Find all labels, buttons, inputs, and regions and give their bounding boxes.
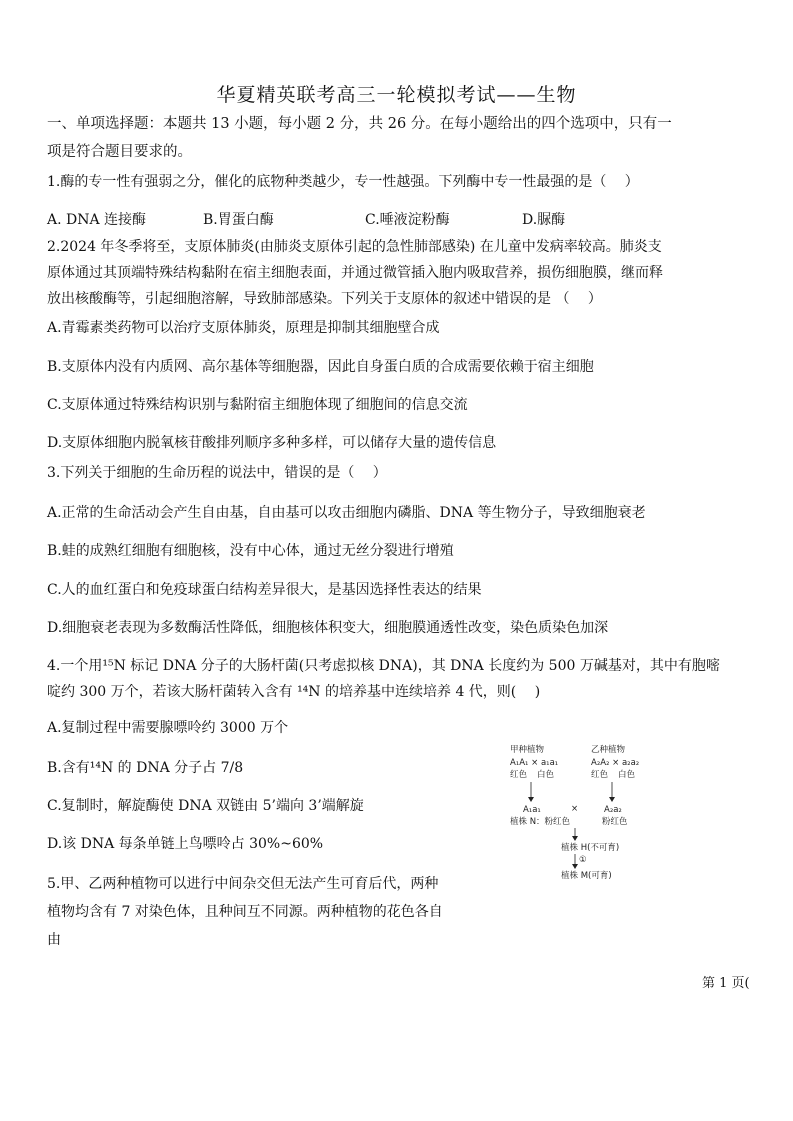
q2-stem-line3: 放出核酸酶等，引起细胞溶解，导致肺部感染。下列关于支原体的叙述中错误的是 （ ） bbox=[47, 291, 602, 307]
q4-option-b: B.含有¹⁴N 的 DNA 分子占 7/8 bbox=[47, 760, 244, 776]
left-parent-cross: A₁A₁ × a₁a₁ bbox=[510, 758, 559, 768]
q2-stem-line1: 2.2024 年冬季将至，支原体肺炎(由肺炎支原体引起的急性肺部感染) 在儿童中发病率较高。肺炎支 bbox=[47, 239, 662, 255]
page-number: 第 1 页( bbox=[702, 976, 750, 991]
left-plant-n: 植株 N：粉红色 bbox=[510, 817, 571, 827]
q4-stem-line2: 啶约 300 万个，若该大肠杆菌转入含有 ¹⁴N 的培养基中连续培养 4 代，则( ) bbox=[47, 684, 541, 700]
q4-option-d: D.该 DNA 每条单链上鸟嘌呤占 30%~60% bbox=[47, 836, 324, 852]
q1-option-d: D.脲酶 bbox=[522, 212, 566, 228]
q1-option-b: B.胃蛋白酶 bbox=[203, 212, 274, 228]
plant-m: 植株 M(可育) bbox=[561, 871, 612, 881]
q5-stem-line1: 5.甲、乙两种植物可以进行中间杂交但无法产生可育后代，两种 bbox=[47, 876, 439, 892]
q1-option-a: A. DNA 连接酶 bbox=[47, 212, 147, 228]
left-species-title: 甲种植物 bbox=[510, 745, 545, 755]
right-species-title: 乙种植物 bbox=[591, 745, 626, 755]
center-arrow-head bbox=[572, 836, 578, 841]
left-offspring: A₁a₁ bbox=[523, 805, 541, 815]
q4-stem-line1: 4.一个用¹⁵N 标记 DNA 分子的大肠杆菌(只考虑拟核 DNA)，其 DNA 长度约为 500 万碱基对，其中有胞嘧 bbox=[47, 658, 720, 674]
right-parent-white: 白色 bbox=[618, 770, 636, 780]
right-parent-red: 红色 bbox=[591, 770, 609, 780]
q4-option-a: A.复制过程中需要腺嘌呤约 3000 万个 bbox=[47, 720, 289, 736]
cross-diagram-svg bbox=[505, 742, 645, 882]
cross-sign: × bbox=[571, 804, 579, 814]
q3-option-a: A.正常的生命活动会产生自由基，自由基可以攻击细胞内磷脂、DNA 等生物分子，导致细胞衰老 bbox=[47, 505, 646, 521]
q2-option-b: B.支原体内没有内质网、高尔基体等细胞器，因此自身蛋白质的合成需要依赖于宿主细胞 bbox=[47, 359, 594, 375]
left-parent-red: 红色 bbox=[510, 770, 528, 780]
q5-stem-line3: 由 bbox=[47, 932, 61, 948]
right-offspring: A₂a₂ bbox=[604, 805, 622, 815]
q2-option-a: A.青霉素类药物可以治疗支原体肺炎，原理是抑制其细胞壁合成 bbox=[47, 320, 440, 336]
q5-stem-line2: 植物均含有 7 对染色体，且种间互不同源。两种植物的花色各自 bbox=[47, 904, 443, 920]
q1-option-c: C.唾液淀粉酶 bbox=[365, 212, 450, 228]
right-parent-cross: A₂A₂ × a₂a₂ bbox=[591, 758, 640, 768]
q1-stem: 1.酶的专一性有强弱之分，催化的底物种类越少，专一性越强。下列酶中专一性最强的是（ ） bbox=[47, 174, 639, 190]
plant-h: 植株 H(不可育) bbox=[561, 843, 620, 853]
q2-option-c: C.支原体通过特殊结构识别与黏附宿主细胞体现了细胞间的信息交流 bbox=[47, 397, 468, 413]
page-title: 华夏精英联考高三一轮模拟考试——生物 bbox=[216, 84, 577, 106]
q2-stem-line2: 原体通过其顶端特殊结构黏附在宿主细胞表面，并通过微管插入胞内吸取营养，损伤细胞膜，继而释 bbox=[47, 265, 663, 281]
q3-stem: 3.下列关于细胞的生命历程的说法中，错误的是（ ） bbox=[47, 465, 387, 481]
q3-option-d: D.细胞衰老表现为多数酶活性降低，细胞核体积变大，细胞膜通透性改变，染色质染色加深 bbox=[47, 620, 609, 636]
left-parent-white: 白色 bbox=[537, 770, 555, 780]
genetics-cross-diagram bbox=[505, 742, 645, 882]
q3-option-c: C.人的血红蛋白和免疫球蛋白结构差异很大，是基因选择性表达的结果 bbox=[47, 582, 482, 598]
right-offspring-color: 粉红色 bbox=[602, 817, 628, 827]
section-header-line1: 一、单项选择题：本题共 13 小题，每小题 2 分，共 26 分。在每小题给出的四个选项中，只有一 bbox=[47, 116, 672, 132]
left-arrow-head bbox=[528, 797, 534, 802]
section-header-line2: 项是符合题目要求的。 bbox=[47, 144, 192, 160]
q3-option-b: B.蛙的成熟红细胞有细胞核，没有中心体，通过无丝分裂进行增殖 bbox=[47, 543, 454, 559]
q4-option-c: C.复制时，解旋酶使 DNA 双链由 5’端向 3’端解旋 bbox=[47, 798, 364, 814]
step-marker: ① bbox=[579, 855, 587, 865]
lower-arrow-head bbox=[572, 864, 578, 869]
q2-option-d: D.支原体细胞内脱氧核苷酸排列顺序多种多样，可以储存大量的遗传信息 bbox=[47, 435, 497, 451]
right-arrow-head bbox=[609, 797, 615, 802]
